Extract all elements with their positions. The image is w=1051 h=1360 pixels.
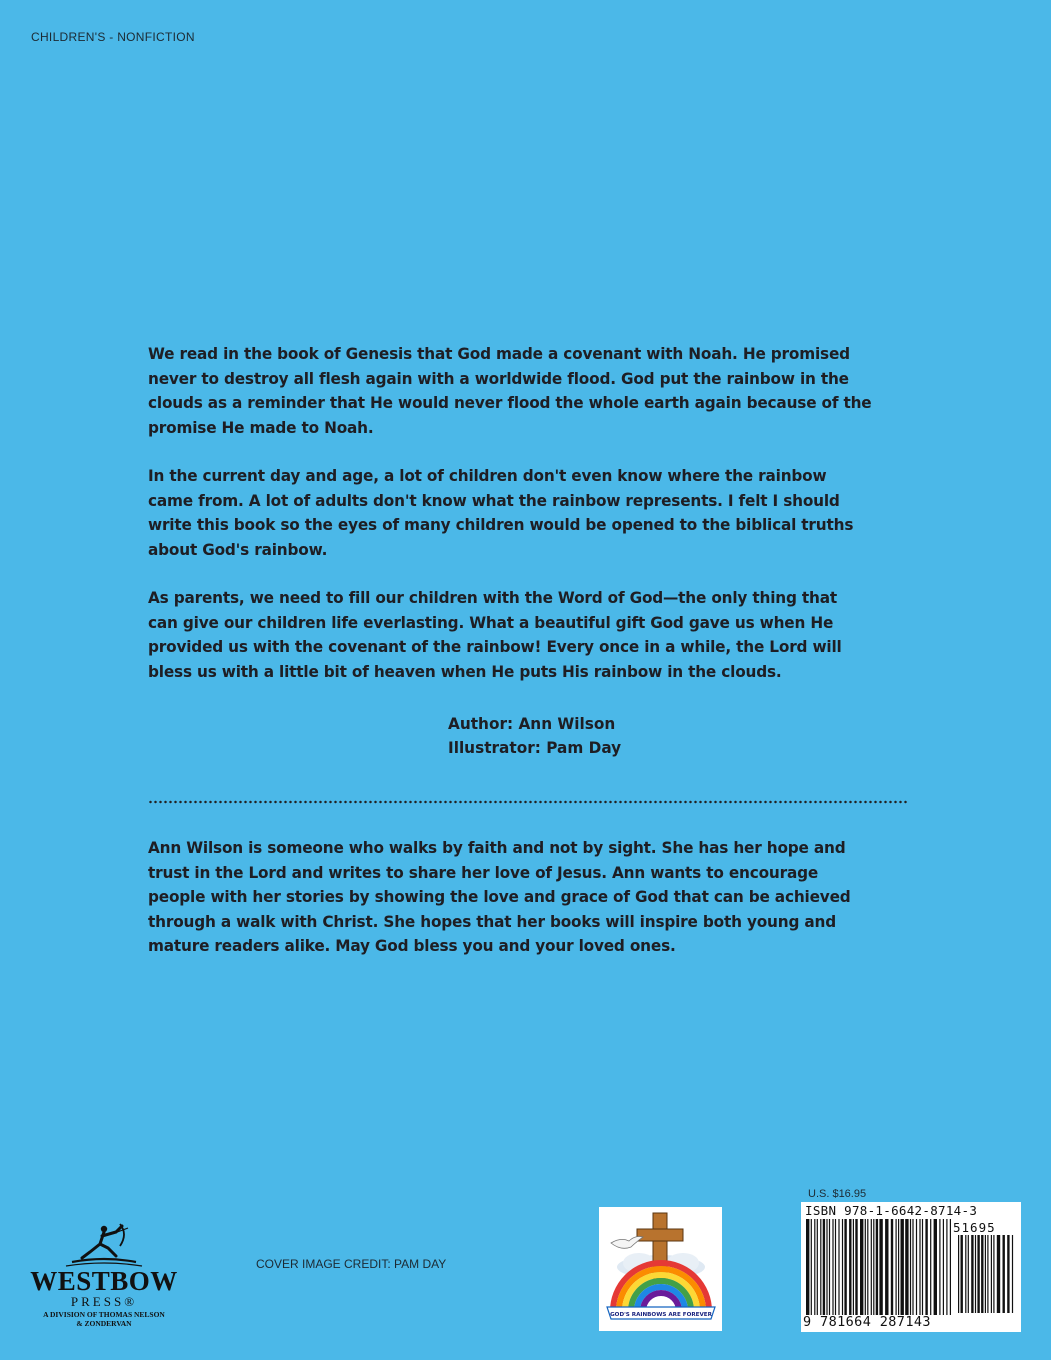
barcode-bar: [806, 1219, 809, 1315]
barcode-bar: [844, 1219, 846, 1315]
barcode-bar: [993, 1235, 994, 1313]
barcode-bar: [1003, 1235, 1005, 1313]
category-label: CHILDREN'S - NONFICTION: [31, 30, 195, 44]
barcode-bar: [838, 1219, 839, 1315]
barcode-bar: [1012, 1235, 1013, 1313]
barcode-bar: [991, 1235, 992, 1313]
barcode-bar: [958, 1235, 959, 1313]
illustrator-credit: Illustrator: Pam Day: [448, 738, 622, 757]
barcode-bar: [997, 1235, 1000, 1313]
barcode-bar: [871, 1219, 872, 1315]
division-line-2: & ZONDERVAN: [76, 1319, 132, 1328]
division-line-1: A DIVISION OF THOMAS NELSON: [43, 1310, 165, 1319]
barcode-bar: [965, 1235, 966, 1313]
author-bio: Ann Wilson is someone who walks by faith and not by sight. She has her hope and trust in the Lord and writes to share her love of Jesus. Ann wants to encourage people with her stories by showing the love and grace of God that can be achieved through a walk with Christ. She hopes that her books will inspire both young and mature readers alike. May God bless you and your loved ones.: [148, 838, 851, 955]
author-credit: Author: Ann Wilson: [448, 714, 616, 733]
barcode-bar: [873, 1219, 874, 1315]
barcode-bar: [832, 1219, 833, 1315]
barcode-bar: [981, 1235, 983, 1313]
barcode-bar: [842, 1219, 843, 1315]
description-paragraph-2: In the current day and age, a lot of children don't even know where the rainbow came from. A lot of adults don't know what the rainbow represents. I felt I should write this book so the eyes of many children would be opened to the biblical truths about God's rainbow.: [148, 466, 854, 559]
dotted-divider: [148, 800, 908, 804]
book-description: [148, 342, 872, 708]
barcode-bar: [922, 1219, 923, 1315]
retail-price: U.S. $16.95: [808, 1188, 867, 1200]
emblem-banner-text: GOD'S RAINBOWS ARE FOREVER: [610, 1312, 712, 1318]
price-code-digits: 51695: [953, 1220, 996, 1235]
publisher-logo: [24, 1222, 184, 1332]
price-addon-bars: [957, 1235, 1015, 1313]
isbn-barcode: [801, 1202, 1021, 1332]
description-paragraph-3: As parents, we need to fill our children with the Word of God—the only thing that can give our children life everlasting. What a beautiful gift God gave us when He provided us with the covenant of the rainbow! Every once in a while, the Lord will bless us with a little bit of heaven when He puts His rainbow in the clouds.: [148, 588, 842, 681]
rainbow-emblem: [599, 1207, 722, 1331]
barcode-bar: [896, 1219, 897, 1315]
publisher-press: PRESS®: [70, 1294, 138, 1309]
publisher-name: WESTBOW: [30, 1266, 178, 1296]
barcode-bar: [829, 1219, 830, 1315]
barcode-bar: [930, 1219, 931, 1315]
barcode-bar: [814, 1219, 815, 1315]
barcode-bar: [916, 1219, 917, 1315]
barcode-bar: [898, 1219, 899, 1315]
barcode-bar: [925, 1219, 927, 1315]
barcode-bar: [961, 1235, 963, 1313]
barcode-bar: [912, 1219, 913, 1315]
barcode-bar: [1007, 1235, 1009, 1313]
isbn-number: ISBN 978-1-6642-8714-3: [805, 1203, 978, 1218]
description-paragraph-1: We read in the book of Genesis that God made a covenant with Noah. He promised never to destroy all flesh again with a worldwide flood. God put the rainbow in the clouds as a reminder that He would never flood the whole earth again because of the promise He made to Noah.: [148, 344, 872, 437]
barcode-bar: [867, 1219, 868, 1315]
barcode-bar: [855, 1219, 857, 1315]
barcode-bar: [865, 1219, 866, 1315]
barcode-bar: [879, 1219, 882, 1315]
barcode-bar: [849, 1219, 851, 1315]
barcode-bar: [943, 1219, 944, 1315]
book-credits: [448, 712, 621, 760]
barcode-bar: [860, 1219, 863, 1315]
ean-barcode-bars: [805, 1219, 955, 1315]
barcode-bar: [820, 1219, 821, 1315]
barcode-bar: [826, 1219, 827, 1315]
ean-digits: 9 781664 287143: [803, 1314, 931, 1330]
barcode-bar: [968, 1235, 969, 1313]
barcode-bar: [835, 1219, 836, 1315]
barcode-bar: [987, 1235, 988, 1313]
barcode-bar: [946, 1219, 947, 1315]
barcode-bar: [975, 1235, 976, 1313]
barcode-bar: [919, 1219, 920, 1315]
barcode-bar: [853, 1219, 854, 1315]
barcode-bar: [885, 1219, 888, 1315]
barcode-bar: [823, 1219, 825, 1315]
barcode-bar: [985, 1235, 986, 1313]
barcode-bar: [939, 1219, 940, 1315]
archer-icon: [24, 1222, 184, 1268]
rainbow-cross-icon: [599, 1207, 722, 1331]
barcode-bar: [910, 1219, 911, 1315]
barcode-bar: [977, 1235, 979, 1313]
barcode-bar: [950, 1219, 951, 1315]
barcode-bar: [905, 1219, 908, 1315]
barcode-bar: [811, 1219, 812, 1315]
barcode-bar: [891, 1219, 893, 1315]
cover-image-credit: COVER IMAGE CREDIT: PAM DAY: [256, 1257, 447, 1271]
barcode-bar: [971, 1235, 973, 1313]
barcode-bar: [934, 1219, 937, 1315]
barcode-bar: [901, 1219, 904, 1315]
barcode-bar: [876, 1219, 878, 1315]
barcode-bar: [817, 1219, 818, 1315]
publisher-division: [24, 1310, 184, 1328]
